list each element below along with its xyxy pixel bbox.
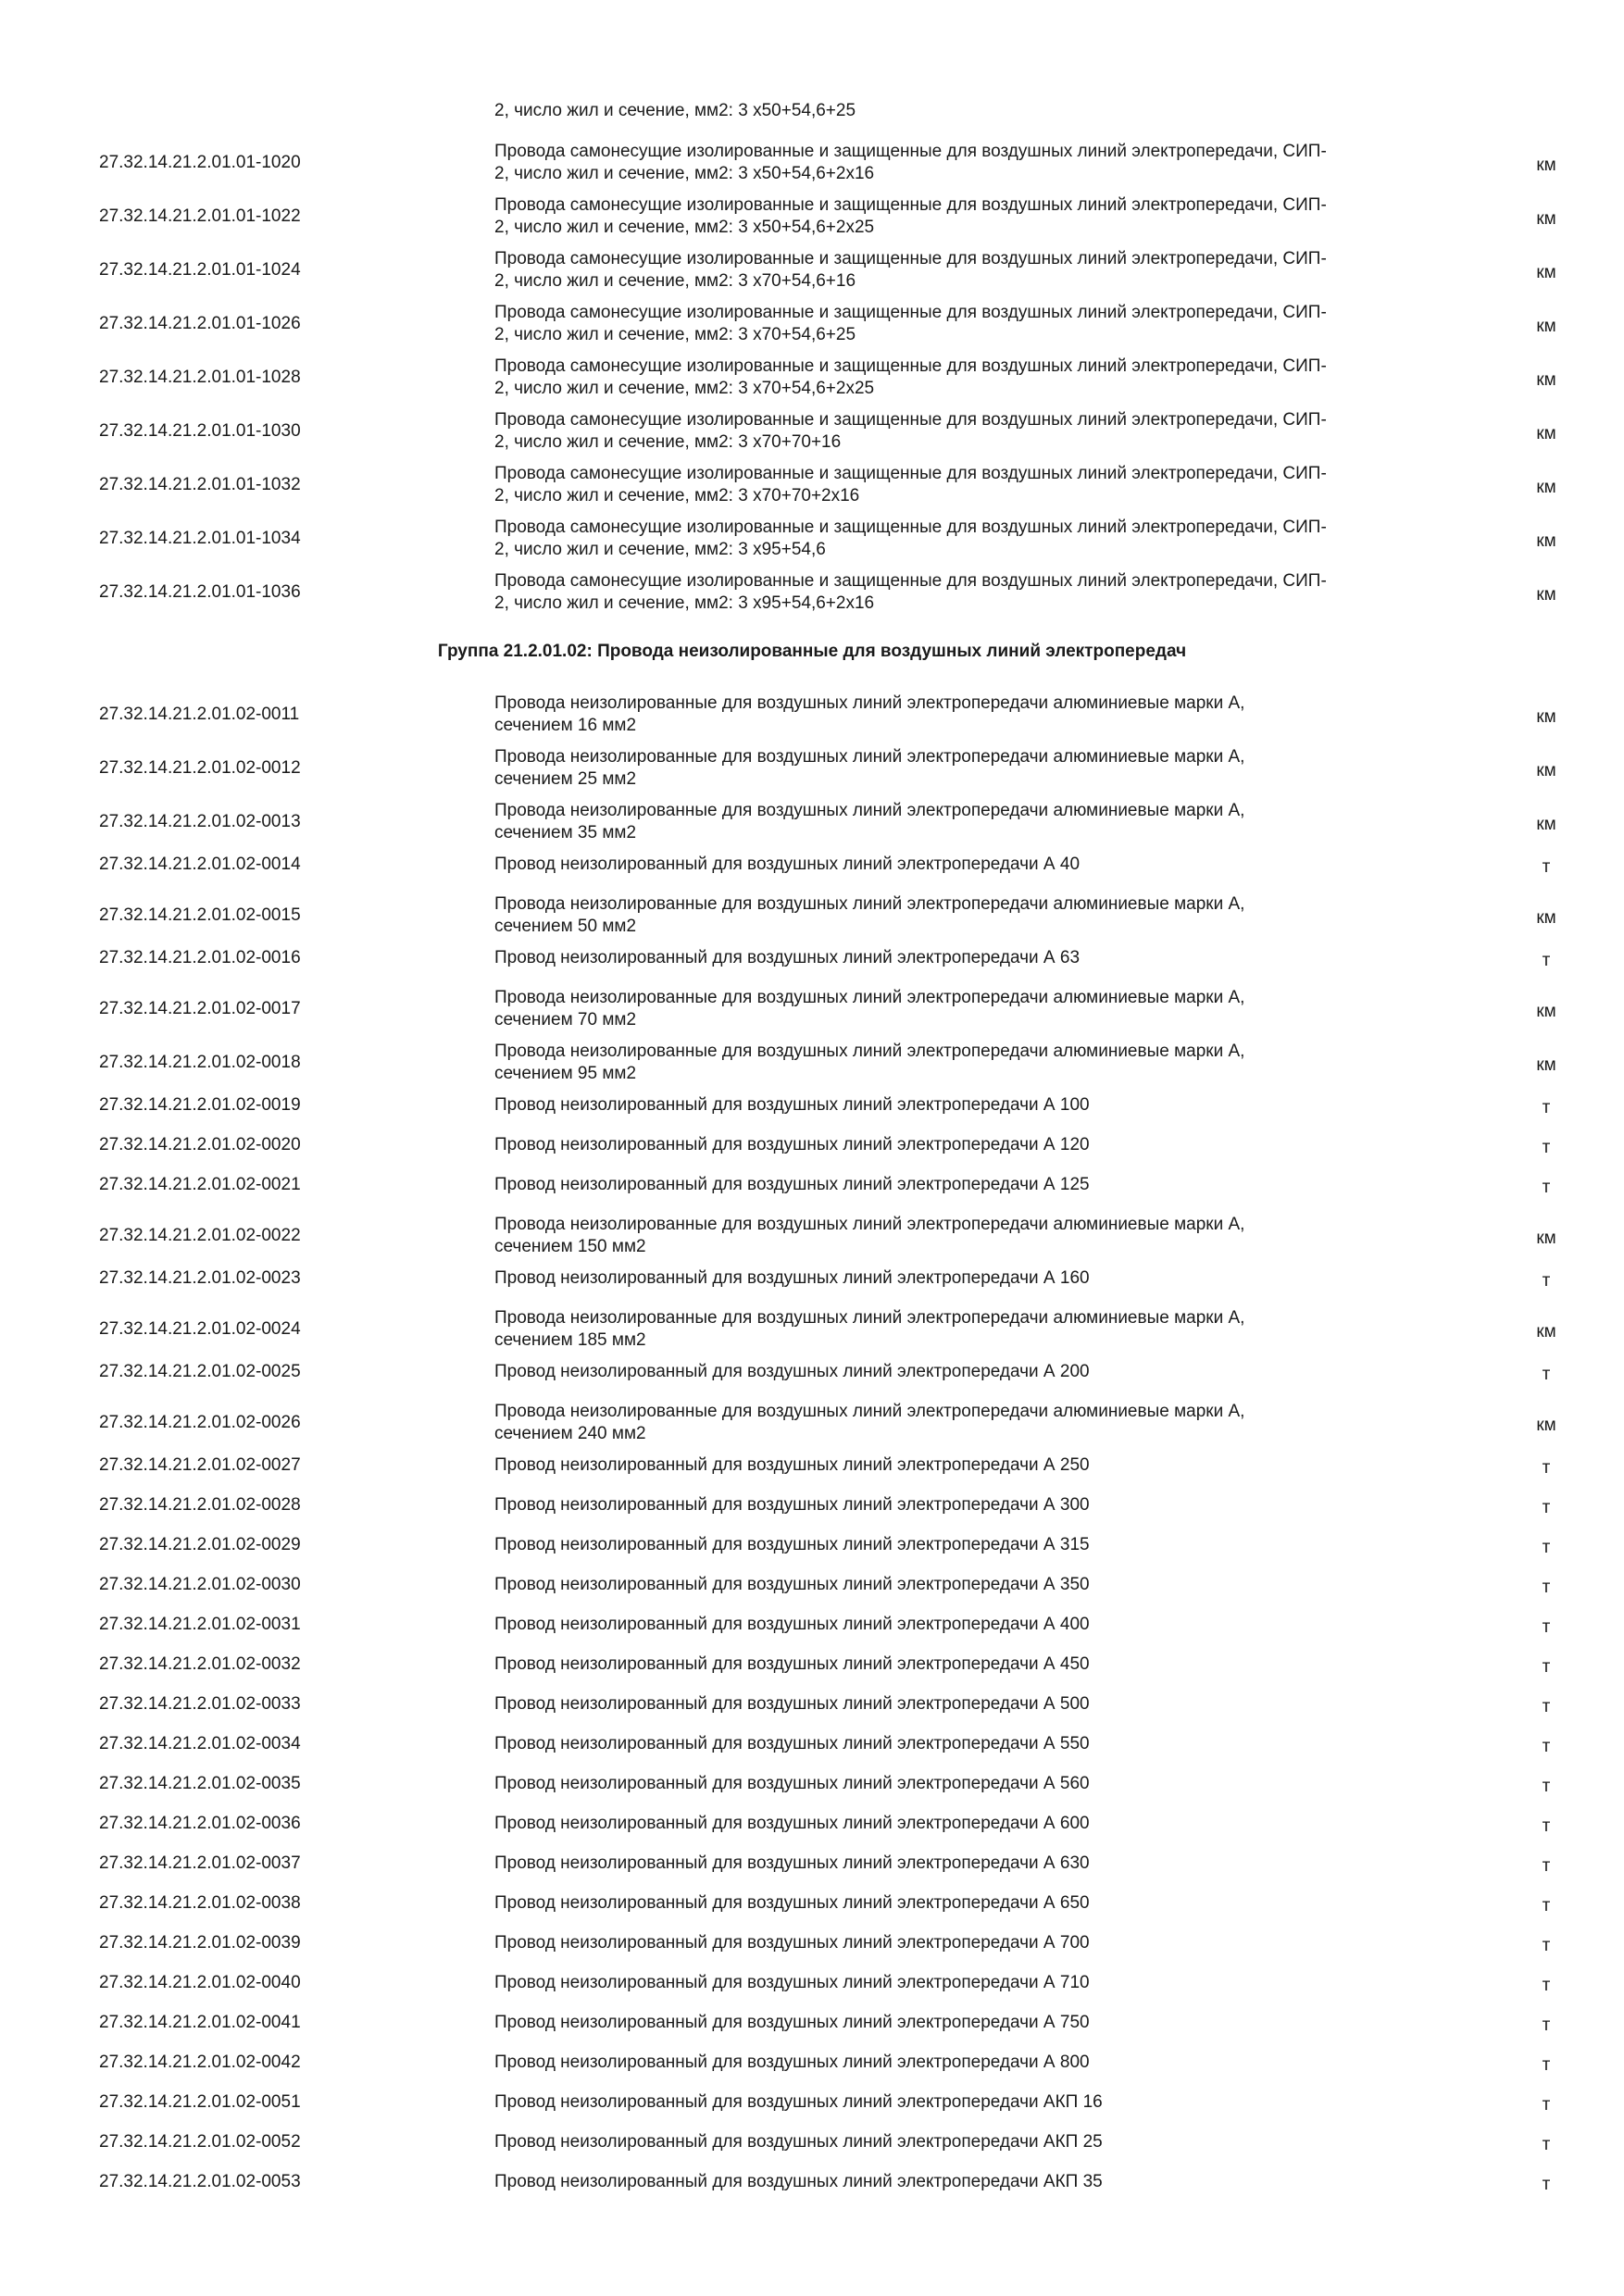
item-code: 27.32.14.21.2.01.02-0017 bbox=[99, 999, 301, 1018]
item-unit: км bbox=[1536, 1002, 1556, 1021]
item-code: 27.32.14.21.2.01.01-1026 bbox=[99, 314, 301, 333]
item-code: 27.32.14.21.2.01.02-0040 bbox=[99, 1973, 301, 1992]
item-unit: т bbox=[1542, 1538, 1551, 1557]
item-name: Провод неизолированный для воздушных линий электропередачи АКП 16 bbox=[494, 2092, 1103, 2112]
item-code: 27.32.14.21.2.01.02-0039 bbox=[99, 1933, 301, 1953]
item-name: Провод неизолированный для воздушных линий электропередачи А 450 bbox=[494, 1654, 1090, 1674]
item-code: 27.32.14.21.2.01.02-0041 bbox=[99, 2013, 301, 2032]
item-code: 27.32.14.21.2.01.02-0053 bbox=[99, 2172, 301, 2191]
item-unit: т bbox=[1542, 1458, 1551, 1478]
item-code: 27.32.14.21.2.01.02-0029 bbox=[99, 1535, 301, 1554]
item-name: Провода неизолированные для воздушных линий электропередачи алюминиевые марки А, сечением 95 мм2 bbox=[494, 1042, 1245, 1083]
item-unit: км bbox=[1536, 424, 1556, 443]
item-unit: км bbox=[1536, 585, 1556, 605]
item-name: Провода самонесущие изолированные и защищенные для воздушных линий электропередачи, СИП- 2, число жил и сечение, мм2: 3 х70+54,6+25 bbox=[494, 303, 1327, 344]
item-code: 27.32.14.21.2.01.02-0018 bbox=[99, 1053, 301, 1072]
item-name: Провода самонесущие изолированные и защищенные для воздушных линий электропередачи, СИП- 2, число жил и сечение, мм2: 3 х95+54,6 bbox=[494, 518, 1327, 559]
item-name: Провода неизолированные для воздушных линий электропередачи алюминиевые марки А, сечением 35 мм2 bbox=[494, 801, 1245, 842]
item-unit: т bbox=[1542, 1271, 1551, 1291]
item-name: Провода неизолированные для воздушных линий электропередачи алюминиевые марки А, сечением 150 мм2 bbox=[494, 1215, 1245, 1256]
item-name: Провода самонесущие изолированные и защищенные для воздушных линий электропередачи, СИП- 2, число жил и сечение, мм2: 3 х70+54,6+16 bbox=[494, 249, 1327, 291]
item-name: Провода самонесущие изолированные и защищенные для воздушных линий электропередачи, СИП- 2, число жил и сечение, мм2: 3 х70+70+16 bbox=[494, 410, 1327, 452]
item-code: 27.32.14.21.2.01.02-0034 bbox=[99, 1734, 301, 1753]
item-name: Провод неизолированный для воздушных линий электропередачи А 315 bbox=[494, 1535, 1090, 1554]
item-code: 27.32.14.21.2.01.01-1028 bbox=[99, 368, 301, 387]
item-unit: км bbox=[1536, 1055, 1556, 1075]
group-heading: Группа 21.2.01.02: Провода неизолированные для воздушных линий электропередач bbox=[437, 642, 1187, 661]
item-unit: км bbox=[1536, 209, 1556, 229]
item-code: 27.32.14.21.2.01.01-1034 bbox=[99, 529, 301, 548]
item-code: 27.32.14.21.2.01.02-0025 bbox=[99, 1362, 301, 1381]
item-name: Провод неизолированный для воздушных линий электропередачи АКП 35 bbox=[494, 2172, 1103, 2191]
item-code: 27.32.14.21.2.01.02-0036 bbox=[99, 1814, 301, 1833]
item-code: 27.32.14.21.2.01.02-0019 bbox=[99, 1095, 301, 1115]
item-unit: км bbox=[1536, 761, 1556, 780]
item-unit: т bbox=[1542, 1657, 1551, 1677]
item-name: Провод неизолированный для воздушных линий электропередачи А 550 bbox=[494, 1734, 1090, 1753]
item-name: Провод неизолированный для воздушных линий электропередачи А 600 bbox=[494, 1814, 1090, 1833]
item-name: Провода самонесущие изолированные и защищенные для воздушных линий электропередачи, СИП- 2, число жил и сечение, мм2: 3 х70+54,6+2х25 bbox=[494, 356, 1327, 398]
item-unit: т bbox=[1542, 2055, 1551, 2075]
continuation-text: 2, число жил и сечение, мм2: 3 х50+54,6+25 bbox=[494, 101, 856, 120]
item-name: Провод неизолированный для воздушных линий электропередачи А 750 bbox=[494, 2013, 1090, 2032]
item-unit: т bbox=[1542, 1178, 1551, 1197]
item-name: Провода неизолированные для воздушных линий электропередачи алюминиевые марки А, сечением 185 мм2 bbox=[494, 1308, 1245, 1350]
item-code: 27.32.14.21.2.01.02-0037 bbox=[99, 1853, 301, 1873]
item-unit: км bbox=[1536, 815, 1556, 834]
item-name: Провод неизолированный для воздушных линий электропередачи А 300 bbox=[494, 1495, 1090, 1515]
item-code: 27.32.14.21.2.01.01-1022 bbox=[99, 206, 301, 226]
item-code: 27.32.14.21.2.01.02-0042 bbox=[99, 2053, 301, 2072]
item-name: Провода неизолированные для воздушных линий электропередачи алюминиевые марки А, сечением 25 мм2 bbox=[494, 747, 1245, 789]
item-unit: т bbox=[1542, 2175, 1551, 2194]
item-name: Провод неизолированный для воздушных линий электропередачи А 250 bbox=[494, 1455, 1090, 1475]
item-name: Провода самонесущие изолированные и защищенные для воздушных линий электропередачи, СИП- 2, число жил и сечение, мм2: 3 х95+54,6+2х16 bbox=[494, 571, 1327, 613]
item-code: 27.32.14.21.2.01.02-0024 bbox=[99, 1319, 301, 1339]
item-unit: км bbox=[1536, 1416, 1556, 1435]
item-unit: т bbox=[1542, 1498, 1551, 1517]
item-name: Провод неизолированный для воздушных линий электропередачи А 160 bbox=[494, 1268, 1090, 1288]
item-unit: т bbox=[1542, 1138, 1551, 1157]
item-code: 27.32.14.21.2.01.02-0030 bbox=[99, 1575, 301, 1594]
item-name: Провода неизолированные для воздушных линий электропередачи алюминиевые марки А, сечением 240 мм2 bbox=[494, 1402, 1245, 1443]
item-code: 27.32.14.21.2.01.02-0051 bbox=[99, 2092, 301, 2112]
item-unit: т bbox=[1542, 1896, 1551, 1915]
item-unit: км bbox=[1536, 531, 1556, 551]
item-code: 27.32.14.21.2.01.02-0028 bbox=[99, 1495, 301, 1515]
item-unit: т bbox=[1542, 1737, 1551, 1756]
item-unit: т bbox=[1542, 1098, 1551, 1117]
item-name: Провод неизолированный для воздушных линий электропередачи А 630 bbox=[494, 1853, 1090, 1873]
item-code: 27.32.14.21.2.01.01-1020 bbox=[99, 153, 301, 172]
item-name: Провод неизолированный для воздушных линий электропередачи А 650 bbox=[494, 1893, 1090, 1913]
item-name: Провод неизолированный для воздушных линий электропередачи А 125 bbox=[494, 1175, 1090, 1194]
item-name: Провод неизолированный для воздушных линий электропередачи А 700 bbox=[494, 1933, 1090, 1953]
item-name: Провод неизолированный для воздушных линий электропередачи А 500 bbox=[494, 1694, 1090, 1714]
item-code: 27.32.14.21.2.01.02-0016 bbox=[99, 948, 301, 967]
item-unit: т bbox=[1542, 1365, 1551, 1384]
item-unit: км bbox=[1536, 263, 1556, 282]
item-unit: т bbox=[1542, 1936, 1551, 1955]
item-code: 27.32.14.21.2.01.02-0021 bbox=[99, 1175, 301, 1194]
item-code: 27.32.14.21.2.01.01-1032 bbox=[99, 475, 301, 494]
item-unit: т bbox=[1542, 1777, 1551, 1796]
item-unit: км bbox=[1536, 317, 1556, 336]
item-code: 27.32.14.21.2.01.02-0052 bbox=[99, 2132, 301, 2152]
item-unit: т bbox=[1542, 2015, 1551, 2035]
item-name: Провод неизолированный для воздушных линий электропередачи А 710 bbox=[494, 1973, 1090, 1992]
item-unit: т bbox=[1542, 1976, 1551, 1995]
item-unit: км bbox=[1536, 908, 1556, 928]
item-code: 27.32.14.21.2.01.02-0014 bbox=[99, 855, 301, 874]
item-unit: т bbox=[1542, 1617, 1551, 1637]
item-unit: км bbox=[1536, 370, 1556, 390]
item-unit: т bbox=[1542, 1697, 1551, 1716]
item-code: 27.32.14.21.2.01.01-1030 bbox=[99, 421, 301, 441]
item-code: 27.32.14.21.2.01.01-1024 bbox=[99, 260, 301, 280]
item-unit: т bbox=[1542, 1816, 1551, 1836]
item-code: 27.32.14.21.2.01.02-0015 bbox=[99, 905, 301, 925]
item-name: Провод неизолированный для воздушных линий электропередачи А 40 bbox=[494, 855, 1081, 874]
item-name: Провода самонесущие изолированные и защищенные для воздушных линий электропередачи, СИП- 2, число жил и сечение, мм2: 3 х50+54,6+2х16 bbox=[494, 142, 1327, 183]
item-unit: т bbox=[1542, 1578, 1551, 1597]
item-name: Провод неизолированный для воздушных линий электропередачи А 100 bbox=[494, 1095, 1090, 1115]
item-name: Провода самонесущие изолированные и защищенные для воздушных линий электропередачи, СИП- 2, число жил и сечение, мм2: 3 х70+70+2х16 bbox=[494, 464, 1327, 505]
item-code: 27.32.14.21.2.01.02-0022 bbox=[99, 1226, 301, 1245]
item-name: Провод неизолированный для воздушных линий электропередачи А 350 bbox=[494, 1575, 1090, 1594]
item-name: Провод неизолированный для воздушных линий электропередачи А 400 bbox=[494, 1615, 1090, 1634]
item-name: Провода неизолированные для воздушных линий электропередачи алюминиевые марки А, сечением 70 мм2 bbox=[494, 988, 1245, 1029]
item-code: 27.32.14.21.2.01.02-0026 bbox=[99, 1413, 301, 1432]
item-code: 27.32.14.21.2.01.02-0035 bbox=[99, 1774, 301, 1793]
item-unit: т bbox=[1542, 1856, 1551, 1876]
item-unit: км bbox=[1536, 1322, 1556, 1341]
item-name: Провод неизолированный для воздушных линий электропередачи А 560 bbox=[494, 1774, 1090, 1793]
item-name: Провод неизолированный для воздушных линий электропередачи А 63 bbox=[494, 948, 1081, 967]
item-code: 27.32.14.21.2.01.02-0033 bbox=[99, 1694, 301, 1714]
item-name: Провод неизолированный для воздушных линий электропередачи А 120 bbox=[494, 1135, 1090, 1154]
item-code: 27.32.14.21.2.01.02-0027 bbox=[99, 1455, 301, 1475]
item-code: 27.32.14.21.2.01.02-0038 bbox=[99, 1893, 301, 1913]
item-code: 27.32.14.21.2.01.02-0020 bbox=[99, 1135, 301, 1154]
item-unit: км bbox=[1536, 1229, 1556, 1248]
item-unit: т bbox=[1542, 2095, 1551, 2115]
item-code: 27.32.14.21.2.01.02-0032 bbox=[99, 1654, 301, 1674]
item-unit: км bbox=[1536, 478, 1556, 497]
item-code: 27.32.14.21.2.01.02-0031 bbox=[99, 1615, 301, 1634]
item-unit: т bbox=[1542, 951, 1551, 970]
item-code: 27.32.14.21.2.01.02-0011 bbox=[99, 705, 300, 724]
item-unit: км bbox=[1536, 156, 1556, 175]
item-name: Провод неизолированный для воздушных линий электропередачи АКП 25 bbox=[494, 2132, 1103, 2152]
item-name: Провода неизолированные для воздушных линий электропередачи алюминиевые марки А, сечением 16 мм2 bbox=[494, 693, 1245, 735]
item-code: 27.32.14.21.2.01.02-0023 bbox=[99, 1268, 301, 1288]
item-code: 27.32.14.21.2.01.01-1036 bbox=[99, 582, 301, 602]
item-unit: т bbox=[1542, 857, 1551, 877]
item-unit: км bbox=[1536, 707, 1556, 727]
item-unit: т bbox=[1542, 2135, 1551, 2154]
item-code: 27.32.14.21.2.01.02-0013 bbox=[99, 812, 301, 831]
item-code: 27.32.14.21.2.01.02-0012 bbox=[99, 758, 301, 778]
item-name: Провода самонесущие изолированные и защищенные для воздушных линий электропередачи, СИП- 2, число жил и сечение, мм2: 3 х50+54,6+2х25 bbox=[494, 195, 1327, 237]
item-name: Провод неизолированный для воздушных линий электропередачи А 800 bbox=[494, 2053, 1090, 2072]
item-name: Провод неизолированный для воздушных линий электропередачи А 200 bbox=[494, 1362, 1090, 1381]
item-name: Провода неизолированные для воздушных линий электропередачи алюминиевые марки А, сечением 50 мм2 bbox=[494, 894, 1245, 936]
